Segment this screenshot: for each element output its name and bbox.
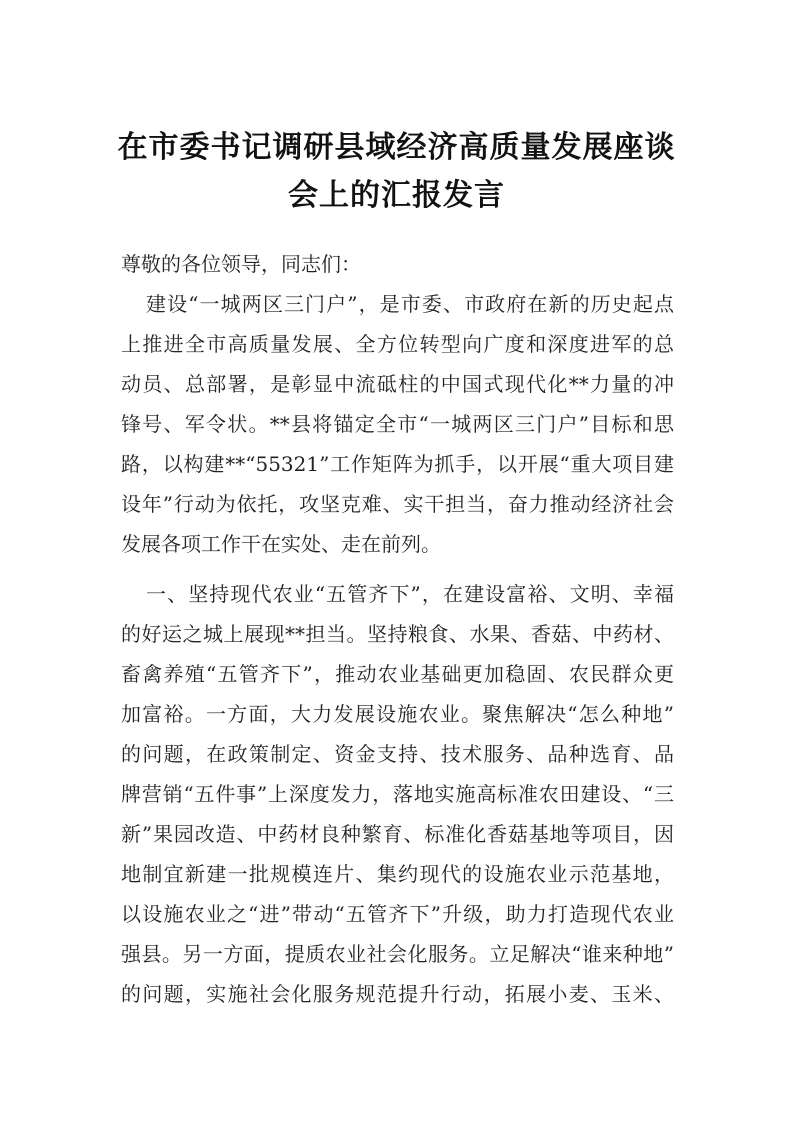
paragraph-2-line: 新”果园改造、中药材良种繁育、标准化香菇基地等项目，因 xyxy=(121,822,674,846)
paragraph-2-line: 畜禽养殖“五管齐下”，推动农业基础更加稳固、农民群众更 xyxy=(121,662,674,686)
paragraph-1-line: 锋号、军令状。**县将锚定全市“一城两区三门户”目标和思 xyxy=(121,412,674,436)
paragraph-2-line: 一、坚持现代农业“五管齐下”，在建设富裕、文明、幸福 xyxy=(146,582,674,606)
paragraph-2-line: 以设施农业之“进”带动“五管齐下”升级，助力打造现代农业 xyxy=(121,902,674,926)
document-title-line-2: 会上的汇报发言 xyxy=(288,178,505,213)
paragraph-2-line: 地制宜新建一批规模连片、集约现代的设施农业示范基地， xyxy=(121,862,674,886)
paragraph-1-line: 设年”行动为依托，攻坚克难、实干担当，奋力推动经济社会 xyxy=(121,492,674,516)
paragraph-1-line: 路，以构建**“55321”工作矩阵为抓手，以开展“重大项目建 xyxy=(121,452,674,476)
paragraph-2-line: 牌营销“五件事”上深度发力，落地实施高标准农田建设、“三 xyxy=(121,782,674,806)
paragraph-1-line: 动员、总部署，是彰显中流砥柱的中国式现代化**力量的冲 xyxy=(121,372,674,396)
document-title-line-1: 在市委书记调研县域经济高质量发展座谈 xyxy=(117,130,676,165)
paragraph-1-line: 发展各项工作干在实处、走在前列。 xyxy=(121,532,441,556)
paragraph-2-line: 的问题，实施社会化服务规范提升行动，拓展小麦、玉米、 xyxy=(121,982,674,1006)
paragraph-2-line: 的好运之城上展现**担当。坚持粮食、水果、香菇、中药材、 xyxy=(121,622,674,646)
paragraph-1-line: 建设“一城两区三门户”，是市委、市政府在新的历史起点 xyxy=(146,292,674,316)
paragraph-2-line: 加富裕。一方面，大力发展设施农业。聚焦解决“怎么种地” xyxy=(121,702,674,726)
paragraph-2-line: 的问题，在政策制定、资金支持、技术服务、品种选育、品 xyxy=(121,742,674,766)
salutation: 尊敬的各位领导，同志们： xyxy=(121,252,361,276)
paragraph-1-line: 上推进全市高质量发展、全方位转型向广度和深度进军的总 xyxy=(121,332,674,356)
paragraph-2-line: 强县。另一方面，提质农业社会化服务。立足解决“谁来种地” xyxy=(121,942,674,966)
